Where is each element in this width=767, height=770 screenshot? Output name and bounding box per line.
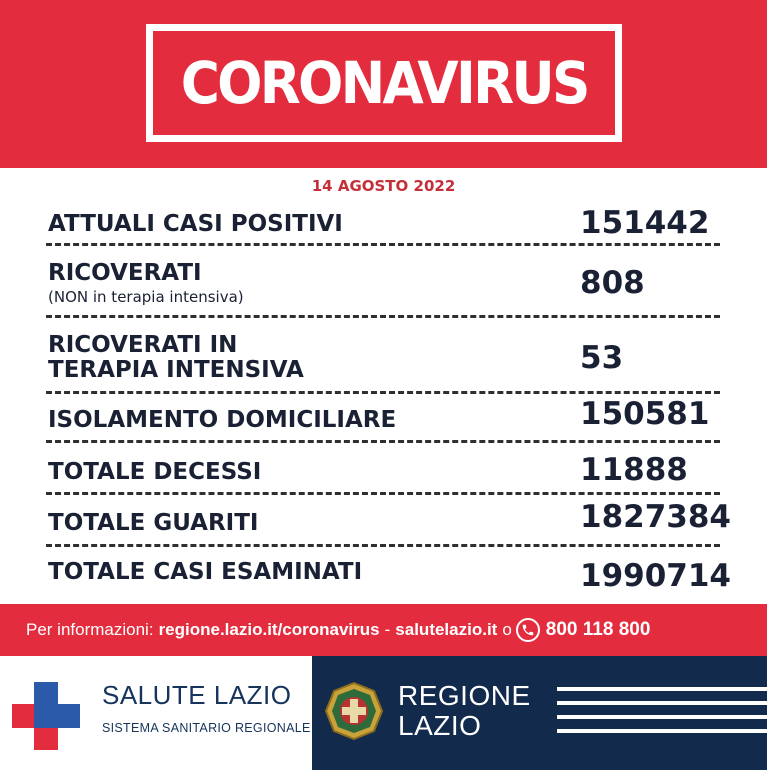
salute-lazio-cross-logo: [12, 682, 80, 750]
regione-lazio-title-line2: LAZIO: [398, 710, 482, 741]
stat-row-attuali-casi-positivi: [46, 200, 720, 246]
stat-label-line2: TERAPIA INTENSIVA: [48, 357, 304, 383]
report-date: 14 AGOSTO 2022: [311, 177, 456, 195]
phone-icon: [516, 618, 540, 642]
stat-value: 808: [580, 265, 645, 301]
stat-sublabel: (NON in terapia intensiva): [48, 288, 244, 306]
info-bar: [0, 604, 767, 656]
stat-row-totale-decessi: [46, 443, 720, 495]
stat-label: TOTALE GUARITI: [48, 510, 259, 536]
regione-lazio-crest-icon: [325, 682, 383, 740]
stat-value: 150581: [580, 396, 710, 432]
link-regione-lazio[interactable]: regione.lazio.it/coronavirus: [158, 620, 380, 639]
stat-label: ATTUALI CASI POSITIVI: [48, 211, 343, 237]
stat-label-line1: RICOVERATI IN: [48, 332, 238, 358]
salute-lazio-title: SALUTE LAZIO: [102, 680, 292, 710]
info-or: o: [502, 620, 512, 639]
stat-value: 1990714: [580, 558, 731, 594]
regione-lazio-title-line1: REGIONE: [398, 680, 531, 711]
stat-label: ISOLAMENTO DOMICILIARE: [48, 407, 397, 433]
salute-lazio-subtitle: SISTEMA SANITARIO REGIONALE: [102, 721, 311, 735]
stat-value: 53: [580, 340, 624, 376]
stat-label: [48, 333, 304, 383]
link-salutelazio[interactable]: salutelazio.it: [395, 620, 498, 639]
stat-value: 1827384: [580, 499, 731, 535]
stat-row-terapia-intensiva: [46, 318, 720, 394]
stat-row-ricoverati: [46, 246, 720, 318]
stat-row-isolamento-domiciliare: [46, 394, 720, 443]
header-banner: [0, 0, 767, 168]
page-title: CORONAVIRUS: [180, 49, 588, 117]
stat-label: TOTALE DECESSI: [48, 459, 262, 485]
info-separator: -: [384, 620, 391, 639]
stat-value: 11888: [580, 452, 688, 488]
info-prefix: Per informazioni:: [26, 620, 154, 639]
phone-number[interactable]: 800 118 800: [545, 619, 651, 640]
title-box: [146, 24, 622, 142]
stat-label: TOTALE CASI ESAMINATI: [48, 559, 363, 585]
stat-value: 151442: [580, 205, 710, 241]
stat-row-totale-casi-esaminati: [46, 547, 731, 603]
stat-row-totale-guariti: [46, 495, 731, 547]
stat-label: RICOVERATI: [48, 260, 202, 286]
decorative-stripes: [557, 687, 767, 733]
